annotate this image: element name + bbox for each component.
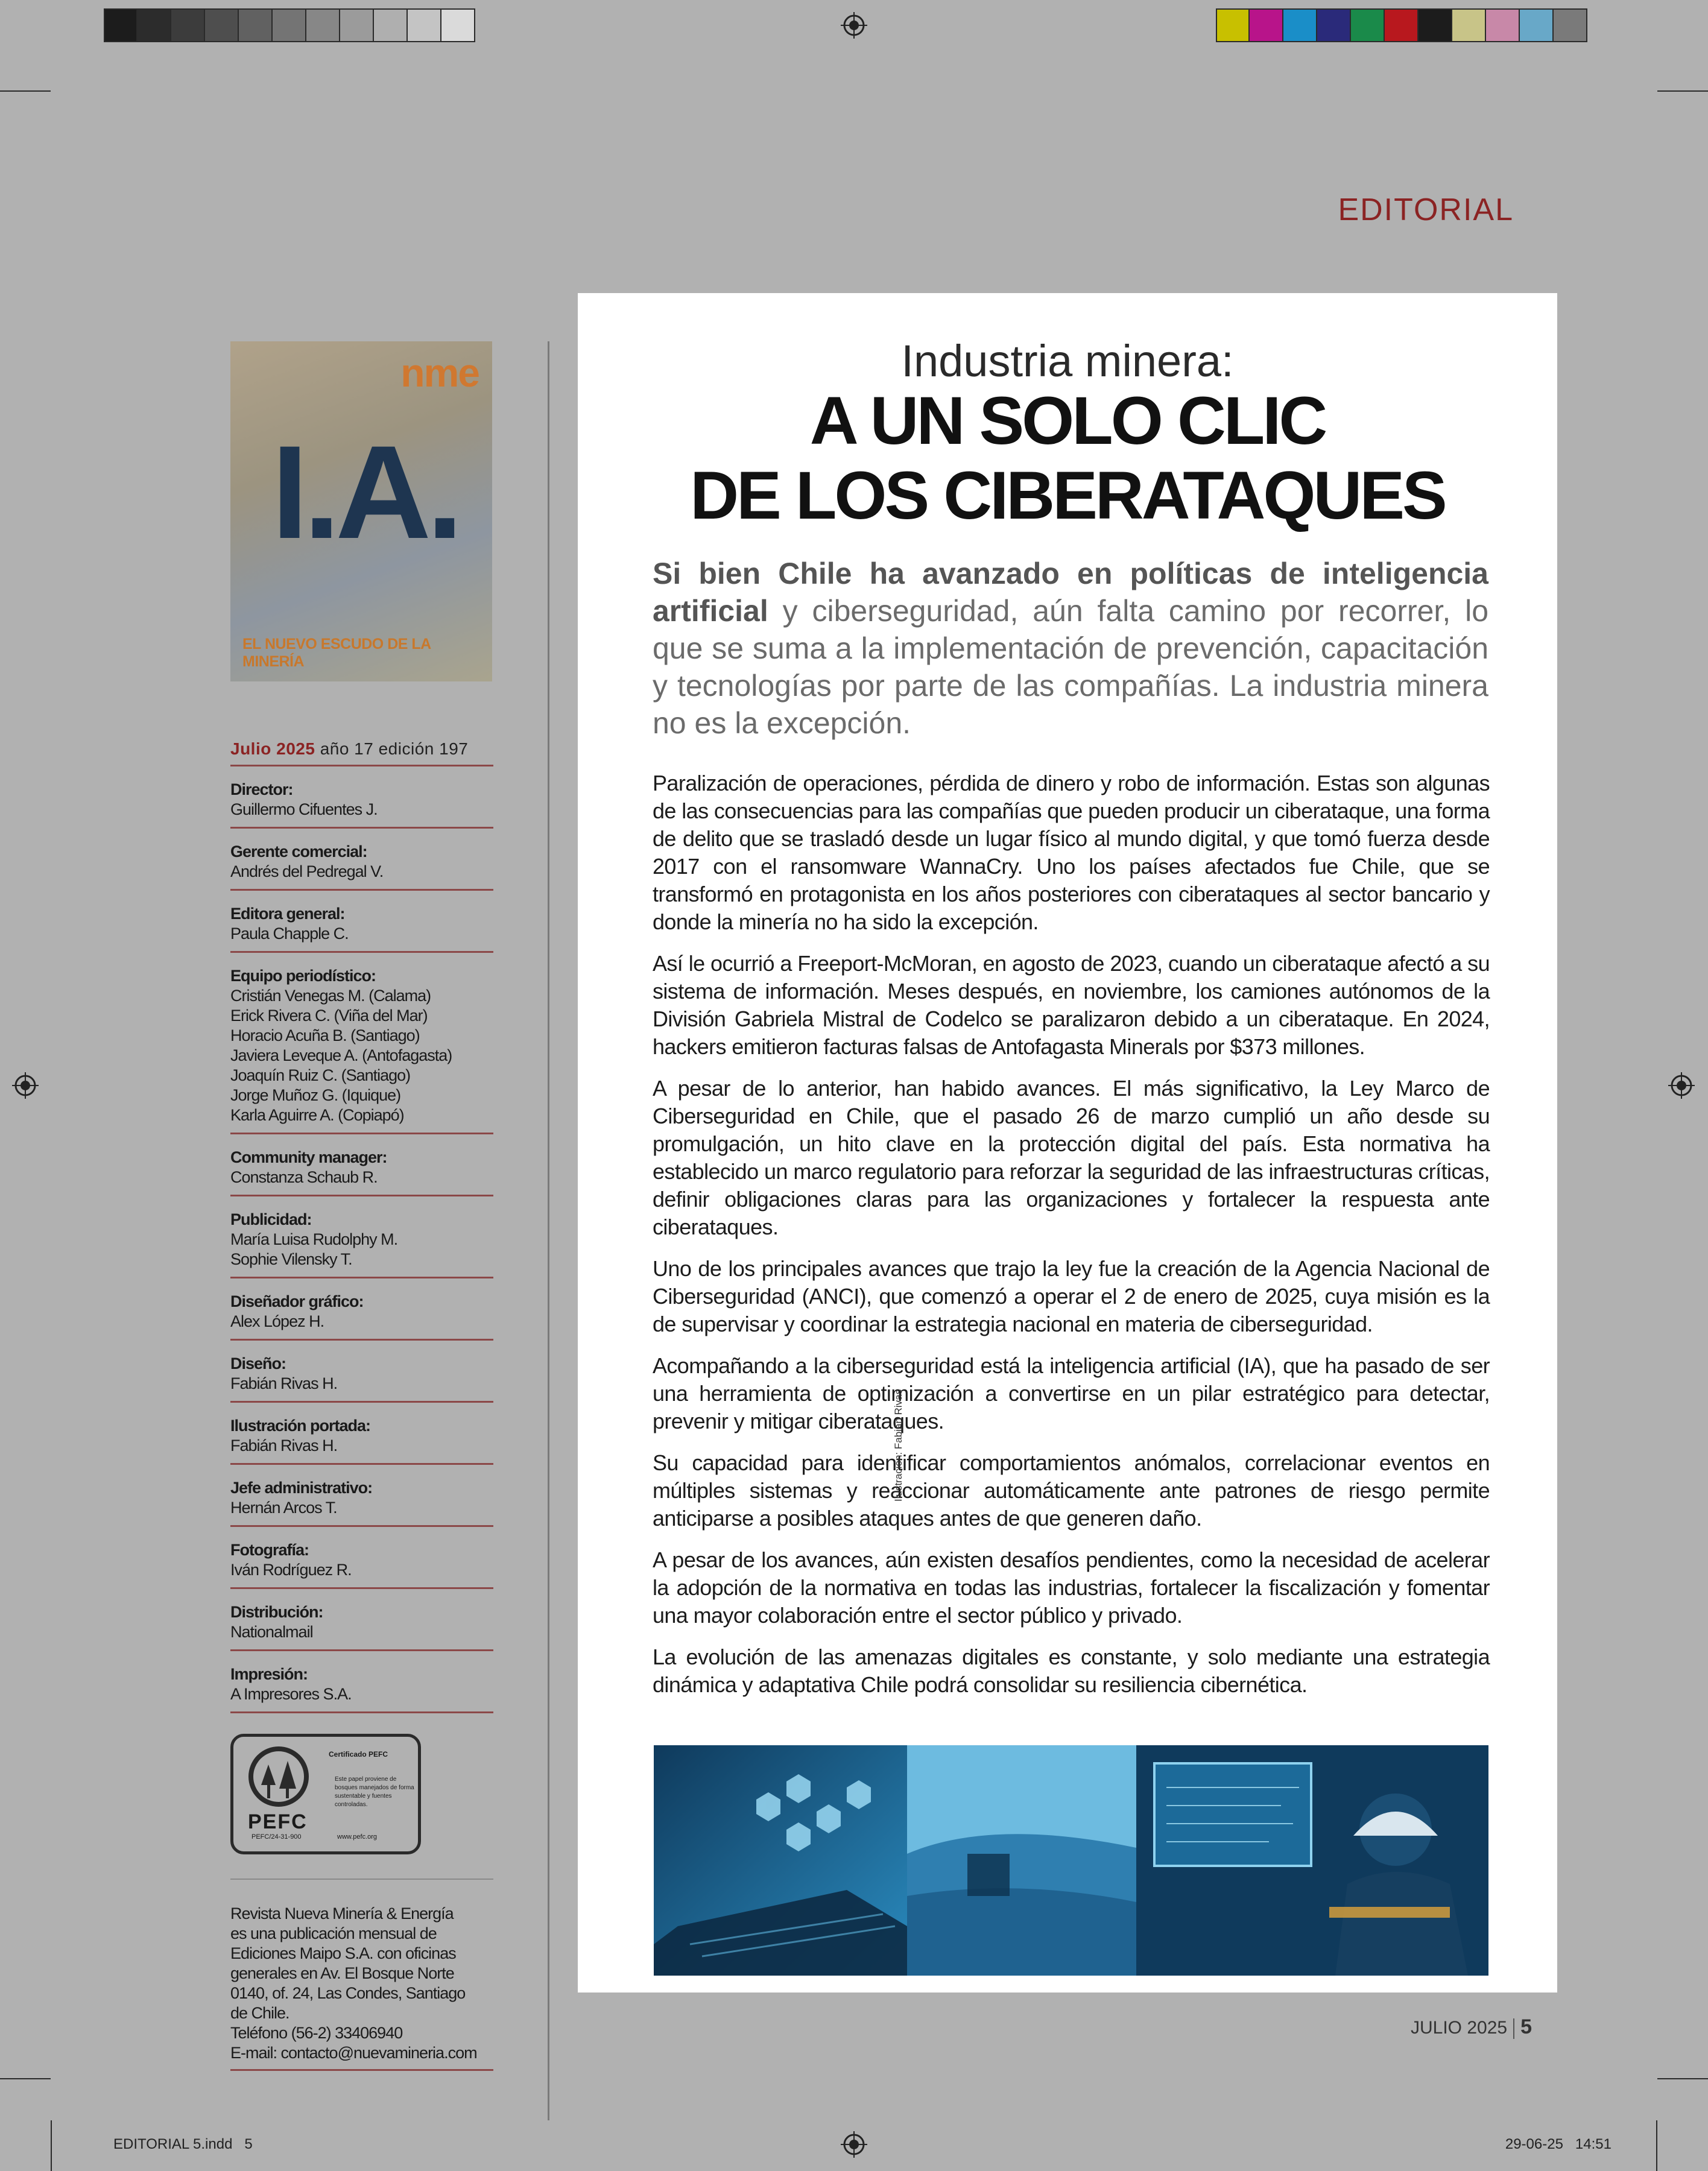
pefc-code: PEFC/24-31-900 [251, 1833, 302, 1841]
color-swatch [1283, 8, 1317, 42]
registration-mark-icon [841, 2131, 867, 2158]
credit-name: Iván Rodríguez R. [230, 1561, 352, 1579]
divider [230, 1195, 493, 1196]
credit-name: Karla Aguirre A. (Copiapó) [230, 1106, 404, 1124]
divider [230, 1277, 493, 1278]
color-swatch [171, 8, 205, 42]
article-title-line: DE LOS CIBERATAQUES [690, 458, 1445, 533]
credit-name: Horacio Acuña B. (Santiago) [230, 1026, 420, 1044]
credit-role: Fotografía: [230, 1541, 309, 1559]
pefc-certified: Certificado PEFC [329, 1750, 388, 1759]
crop-mark [51, 2120, 52, 2171]
article-title [578, 384, 1557, 533]
color-swatch [340, 8, 374, 42]
pefc-website: www.pefc.org [337, 1833, 378, 1841]
credit-name: María Luisa Rudolphy M. [230, 1230, 398, 1248]
article-paragraph: Paralización de operaciones, pérdida de dinero y robo de información. Estas son algunas de las consecuencias para las compañías que pueden producir un ciberataque, una forma de delito que se trasladó desde un lugar físico al mundo digital, y que tomó fuerza desde 2017 con el ransomware WannaCry. Uno los países afectados fue Chile, que se transformó en protagonista en los años posteriores con ciberataques al sector bancario y donde la minería no ha sido la excepción. [653, 771, 1490, 934]
divider [230, 1525, 493, 1527]
color-swatch [1520, 8, 1554, 42]
color-swatch [273, 8, 306, 42]
divider [230, 1711, 493, 1713]
article-title-line: A UN SOLO CLIC [809, 383, 1326, 458]
publisher-line: Teléfono (56-2) 33406940 [230, 2024, 403, 2042]
article-kicker: Industria minera: [901, 336, 1234, 386]
credit-entry [230, 842, 493, 891]
lead-rest: y ciberseguridad, aún falta camino por recorrer, lo que se suma a la implementación de prevención, capacitación y tecnologías por parte de las compañías. La industria minera no es la excepción. [653, 594, 1488, 740]
credit-name: Fabián Rivas H. [230, 1436, 338, 1455]
divider [230, 951, 493, 953]
article-illustration [654, 1745, 1488, 1976]
credit-name: Jorge Muñoz G. (Iquique) [230, 1086, 401, 1104]
credit-entry [230, 1602, 493, 1651]
color-swatch [1452, 8, 1486, 42]
color-swatch [1385, 8, 1419, 42]
cyber-mining-illustration [654, 1745, 1488, 1976]
credit-entry [230, 1478, 493, 1527]
cover-headline: I.A. [271, 418, 459, 566]
color-swatch [306, 8, 340, 42]
folio-divider [1513, 2018, 1514, 2039]
credit-name: Cristián Venegas M. (Calama) [230, 987, 431, 1005]
color-swatch [104, 8, 138, 42]
credit-role: Community manager: [230, 1148, 387, 1166]
credit-name: Paula Chapple C. [230, 924, 349, 943]
credit-name: Guillermo Cifuentes J. [230, 800, 378, 818]
credit-name: Alex López H. [230, 1312, 324, 1330]
credit-name: Sophie Vilensky T. [230, 1250, 352, 1268]
credit-role: Distribución: [230, 1603, 323, 1621]
divider [230, 1649, 493, 1651]
divider [230, 827, 493, 829]
publisher-line: Revista Nueva Minería & Energía [230, 1904, 454, 1923]
credits-list [230, 780, 493, 1713]
color-swatch [138, 8, 171, 42]
issue-edition: año 17 edición 197 [320, 739, 469, 758]
publisher-line: 0140, of. 24, Las Condes, Santiago [230, 1984, 466, 2002]
credit-entry [230, 1664, 493, 1713]
publisher-info [230, 1904, 493, 2063]
divider [230, 1401, 493, 1403]
divider [230, 1463, 493, 1465]
article-paragraph: Su capacidad para identificar comportamientos anómalos, correlacionar eventos en múltiples sistemas y reaccionar automáticamente ante patrones de riesgo permite anticiparse a posibles ataques antes de que generen daño. [653, 1450, 1490, 1531]
issue-month-year: Julio 2025 [230, 739, 315, 758]
credit-entry [230, 1354, 493, 1403]
credit-name: Fabián Rivas H. [230, 1374, 338, 1392]
divider [230, 889, 493, 891]
color-swatch [374, 8, 408, 42]
article-paragraph: La evolución de las amenazas digitales es constante, y solo mediante una estrategia dinámica y adaptativa Chile podrá consolidar su resiliencia cibernética. [653, 1645, 1490, 1697]
grayscale-color-bar [104, 8, 475, 45]
credit-role: Jefe administrativo: [230, 1479, 373, 1497]
credit-role: Gerente comercial: [230, 842, 367, 861]
credit-name: Constanza Schaub R. [230, 1168, 378, 1186]
color-swatch [1216, 8, 1250, 42]
article-paragraph: A pesar de los avances, aún existen desafíos pendientes, como la necesidad de acelerar la adopción de la normativa en todas las industrias, fortalecer la fiscalización y fomentar una mayor colaboración entre el sector público y privado. [653, 1547, 1490, 1628]
cover-logo: nme [400, 350, 479, 395]
credit-entry [230, 1210, 493, 1278]
registration-mark-icon [841, 12, 867, 39]
credit-role: Diseño: [230, 1354, 286, 1373]
publisher-line: de Chile. [230, 2004, 289, 2022]
color-swatch [1317, 8, 1351, 42]
pefc-brand: PEFC [248, 1810, 308, 1833]
slug-filename: EDITORIAL 5.indd 5 [113, 2136, 253, 2152]
credit-name: Erick Rivera C. (Viña del Mar) [230, 1006, 428, 1025]
registration-mark-icon [12, 1072, 39, 1099]
magazine-cover-thumbnail [230, 341, 492, 681]
color-swatch [1554, 8, 1587, 42]
article-paragraph: Así le ocurrió a Freeport-McMoran, en agosto de 2023, cuando un ciberataque afectó a su sistema de información. Meses después, en noviembre, los camiones autónomos de la División Gabriela Mistral de Codelco se paralizaron debido a un ciberataque. En 2024, hackers emitieron facturas falsas de Antofagasta Minerals por $373 millones. [653, 951, 1490, 1059]
publisher-line: Ediciones Maipo S.A. con oficinas [230, 1944, 456, 1962]
credit-name: Joaquín Ruiz C. (Santiago) [230, 1066, 411, 1084]
crop-mark [0, 90, 51, 92]
crop-mark [1657, 2078, 1708, 2079]
article-paragraph: Acompañando a la ciberseguridad está la inteligencia artificial (IA), que ha pasado de ser una herramienta de optimización a convertirse en un pilar estratégico para detectar, prevenir y mitigar ciberataques. [653, 1353, 1490, 1433]
color-swatch [1486, 8, 1520, 42]
credit-role: Director: [230, 780, 293, 798]
credit-role: Ilustración portada: [230, 1417, 371, 1435]
color-swatch [205, 8, 239, 42]
credit-role: Publicidad: [230, 1210, 312, 1228]
slug-datetime: 29-06-25 14:51 [1505, 2136, 1612, 2152]
credit-name: Hernán Arcos T. [230, 1499, 337, 1517]
color-swatch [239, 8, 273, 42]
crop-mark [1657, 90, 1708, 92]
process-color-bar [1216, 8, 1587, 45]
divider [230, 1587, 493, 1589]
section-label: EDITORIAL [1338, 192, 1514, 227]
publisher-line: E-mail: contacto@nuevamineria.com [230, 2044, 477, 2062]
article-paragraph: A pesar de lo anterior, han habido avances. El más significativo, la Ley Marco de Ciberseguridad en Chile, que el pasado 26 de marzo cumplió un año desde su promulgación, un hito clave en la protección digital del país. Esta normativa ha establecido un marco regulatorio para reforzar la seguridad de las infraestructuras críticas, definir obligaciones claras para las organizaciones y fortalecer la respuesta ante ciberataques. [653, 1076, 1490, 1239]
cover-tagline: EL NUEVO ESCUDO DE LA MINERÍA [242, 636, 431, 670]
color-swatch [441, 8, 475, 42]
pefc-certification-badge [230, 1734, 421, 1854]
credit-entry [230, 1148, 493, 1196]
color-swatch [408, 8, 441, 42]
credit-entry [230, 1416, 493, 1465]
pefc-note: Este papel proviene de bosques manejados de forma sustentable y fuentes controladas. [335, 1776, 414, 1808]
credit-entry [230, 780, 493, 829]
page-number: 5 [1520, 2015, 1532, 2038]
color-swatch [1250, 8, 1283, 42]
publisher-line: generales en Av. El Bosque Norte [230, 1964, 454, 1982]
lead-bold: Si bien Chile ha avanzado en políticas de inteligencia artificial [653, 557, 1488, 628]
credit-name: A Impresores S.A. [230, 1685, 352, 1703]
credit-role: Diseñador gráfico: [230, 1292, 364, 1310]
pefc-tree-icon [245, 1746, 312, 1819]
illustration-credit: Ilustración: Fabián Rivas [893, 1389, 904, 1502]
credit-role: Equipo periodístico: [230, 967, 376, 985]
folio-label: JULIO 2025 [1410, 2018, 1508, 2038]
credit-name: Nationalmail [230, 1623, 313, 1641]
divider [230, 1339, 493, 1341]
crop-mark [1656, 2120, 1657, 2171]
article-body [653, 769, 1490, 1713]
credit-name: Javiera Leveque A. (Antofagasta) [230, 1046, 452, 1064]
divider [230, 1879, 493, 1880]
editorial-article [578, 293, 1557, 1992]
article-lead [653, 555, 1488, 742]
credit-role: Editora general: [230, 905, 345, 923]
credit-entry [230, 904, 493, 953]
masthead-column [230, 341, 493, 2071]
divider [230, 2069, 493, 2071]
credit-name: Andrés del Pedregal V. [230, 862, 384, 880]
issue-info [230, 739, 493, 759]
crop-mark [0, 2078, 51, 2079]
credit-entry [230, 1540, 493, 1589]
divider [230, 765, 493, 766]
credit-entry [230, 966, 493, 1134]
credit-role: Impresión: [230, 1665, 308, 1683]
article-paragraph: Uno de los principales avances que trajo la ley fue la creación de la Agencia Nacional de Ciberseguridad (ANCI), que comenzó a operar el 2 de enero de 2025, cuya misión es la de supervisar y coordinar la estrategia nacional en materia de ciberseguridad. [653, 1256, 1490, 1336]
color-swatch [1419, 8, 1452, 42]
divider [230, 1133, 493, 1134]
credit-entry [230, 1292, 493, 1341]
page-folio [1411, 2015, 1532, 2039]
column-divider [548, 341, 549, 2120]
publisher-line: es una publicación mensual de [230, 1924, 437, 1942]
color-swatch [1351, 8, 1385, 42]
registration-mark-icon [1668, 1072, 1695, 1099]
